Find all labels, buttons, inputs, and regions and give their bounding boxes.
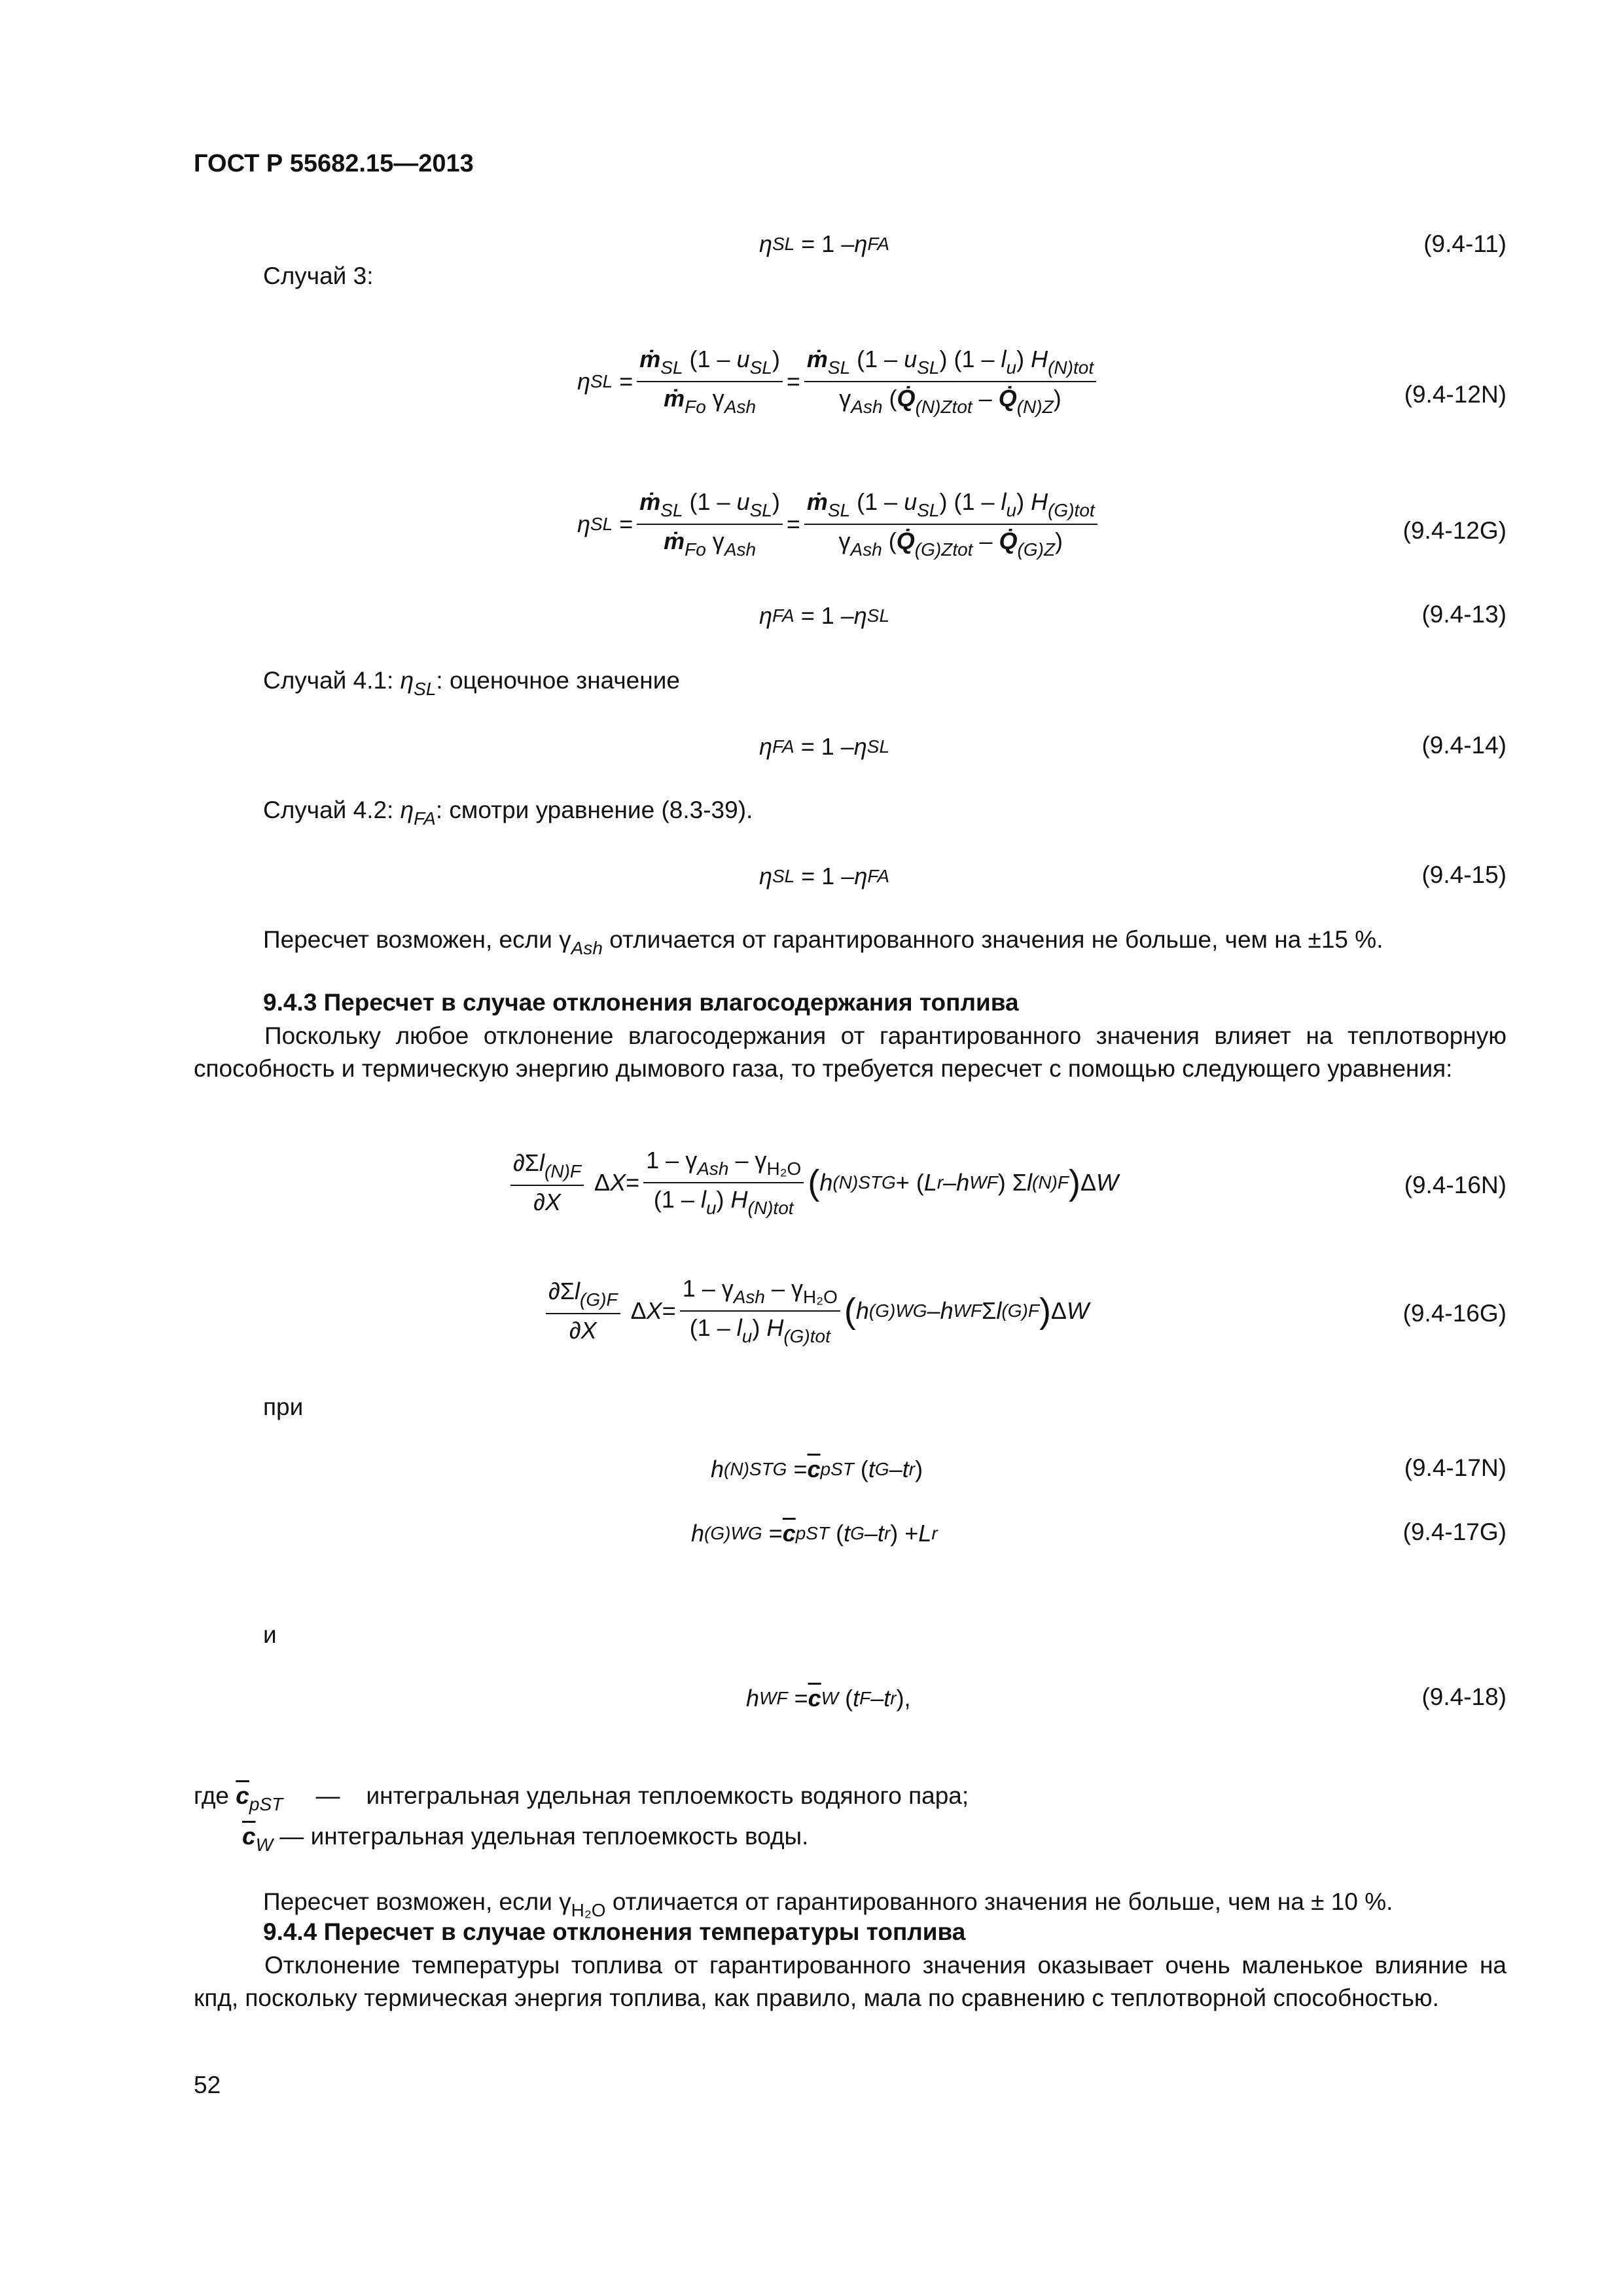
equation-number: (9.4-13) bbox=[1421, 601, 1507, 628]
equation-number: (9.4-18) bbox=[1421, 1683, 1507, 1710]
equation-9-4-18: h WF = $\overline{c}$ W ( t F – t r ), bbox=[746, 1685, 911, 1712]
label-pri: при bbox=[263, 1393, 304, 1420]
equation-9-4-13: η FA = 1 – η SL bbox=[759, 602, 890, 629]
equation-number: (9.4-14) bbox=[1421, 732, 1507, 759]
equation-number: (9.4-11) bbox=[1423, 230, 1507, 257]
where-word: где bbox=[194, 1782, 230, 1809]
equation-9-4-15: η SL = 1 – η FA bbox=[759, 863, 890, 889]
equation-number: (9.4-17N) bbox=[1404, 1454, 1507, 1481]
label-i: и bbox=[263, 1621, 277, 1648]
recalc-text-after: отличается от гарантированного значения не больше, чем на ±15 %. bbox=[609, 926, 1383, 953]
equation-9-4-16G: $\frac{\partial\Sigma l_{(G)F}}{\partial X}$ Δ X = $\frac{1 - \gamma_{Ash} - \gamma_{H_2O}}{(1 - l_u) H_{(G)tot}}$ ( h (G)WG – h WF Σ l (G)F ) Δ W bbox=[542, 1275, 1089, 1347]
equation-9-4-14: η FA = 1 – η SL bbox=[759, 733, 890, 760]
equation-9-4-11: η SL = 1 – η FA bbox=[759, 230, 890, 257]
case-4-1-line: Случай 4.1: $\eta_{SL}$: оценочное значение bbox=[263, 667, 680, 699]
section-9-4-3-heading: 9.4.3 Пересчет в случае отклонения влагосодержания топлива bbox=[263, 989, 1019, 1016]
section-9-4-4-body: Отклонение температуры топлива от гарантированного значения оказывает очень маленькое влияние на кпд, поскольку термическая энергия топлива, как правило, мала по сравнению с теплотворной способностью. bbox=[194, 1952, 1507, 2011]
recalc-text-before: Пересчет возможен, если bbox=[263, 1888, 552, 1915]
recalc-text-before: Пересчет возможен, если bbox=[263, 926, 552, 953]
equation-number: (9.4-12G) bbox=[1402, 517, 1507, 544]
definition-cpst: где $\overline{c}_{pST}$ — интегральная удельная теплоемкость водяного пара; bbox=[194, 1782, 969, 1814]
equation-9-4-16N: $\frac{\partial\Sigma l_{(N)F}}{\partial X}$ Δ X = $\frac{1 - \gamma_{Ash} - \gamma_{H_2O}}{(1 - l_u) H_{(N)tot}}$ ( h (N)STG + ( L r – h WF ) Σ l (N)F ) Δ W bbox=[507, 1147, 1118, 1219]
case-4-1-suffix: : оценочное значение bbox=[436, 667, 680, 694]
definition-cw-text: — интегральная удельная теплоемкость воды. bbox=[279, 1823, 809, 1850]
case-3-label: Случай 3: bbox=[263, 262, 374, 289]
case-4-1-prefix: Случай 4.1: bbox=[263, 667, 394, 694]
equation-number: (9.4-17G) bbox=[1402, 1518, 1507, 1545]
recalc-condition-water: Пересчет возможен, если $\gamma_{H_2O}$ отличается от гарантированного значения не больше, чем на ± 10 %. bbox=[263, 1888, 1393, 1920]
definition-cpst-text: интегральная удельная теплоемкость водяного пара; bbox=[366, 1782, 969, 1809]
definition-cw: $\overline{c}_W$ — интегральная удельная теплоемкость воды. bbox=[242, 1823, 809, 1855]
case-4-2-prefix: Случай 4.2: bbox=[263, 797, 394, 823]
page-number: 52 bbox=[194, 2072, 221, 2098]
case-4-2-line: Случай 4.2: $\eta_{FA}$: смотри уравнение (8.3-39). bbox=[263, 797, 753, 829]
equation-number: (9.4-16N) bbox=[1404, 1172, 1507, 1198]
equation-9-4-12N: η SL = $\frac{ṁ_{SL} (1 - u_{SL})}{ṁ_{Fo} \gamma_{Ash}}$ = $\frac{ṁ_{SL} (1 - u_{SL}) (1 - l_u) H_{(N)tot}}{\gamma_{Ash} (Q̇_{(N)Ztot} - Q̇_{(N)Z})}$ bbox=[577, 346, 1100, 418]
recalc-text-after: отличается от гарантированного значения не больше, чем на ± 10 %. bbox=[612, 1888, 1393, 1915]
equation-9-4-17G: h (G)WG = $\overline{c}$ pST ( t G – t r ) + L r bbox=[691, 1520, 938, 1547]
definition-dash: — bbox=[315, 1782, 340, 1809]
equation-number: (9.4-12N) bbox=[1404, 381, 1507, 408]
section-9-4-4-heading: 9.4.4 Пересчет в случае отклонения температуры топлива bbox=[263, 1918, 966, 1945]
recalc-condition-ash: Пересчет возможен, если $\gamma_{Ash}$ отличается от гарантированного значения не больше, чем на ±15 %. bbox=[263, 926, 1383, 958]
equation-9-4-17N: h (N)STG = $\overline{c}$ pST ( t G – t r ) bbox=[711, 1456, 923, 1482]
equation-number: (9.4-15) bbox=[1421, 861, 1507, 888]
section-9-4-3-body: Поскольку любое отклонение влагосодержания от гарантированного значения влияет на теплотворную способность и термическую энергию дымового газа, то требуется пересчет с помощью следующего уравнения: bbox=[194, 1022, 1507, 1082]
equation-number: (9.4-16G) bbox=[1402, 1300, 1507, 1327]
document-header: ГОСТ Р 55682.15—2013 bbox=[194, 150, 474, 177]
case-4-2-suffix: : смотри уравнение (8.3-39). bbox=[435, 797, 753, 823]
equation-9-4-12G: η SL = $\frac{ṁ_{SL} (1 - u_{SL})}{ṁ_{Fo} \gamma_{Ash}}$ = $\frac{ṁ_{SL} (1 - u_{SL}) (1 - l_u) H_{(G)tot}}{\gamma_{Ash} (Q̇_{(G)Ztot} - Q̇_{(G)Z})}$ bbox=[577, 488, 1101, 560]
